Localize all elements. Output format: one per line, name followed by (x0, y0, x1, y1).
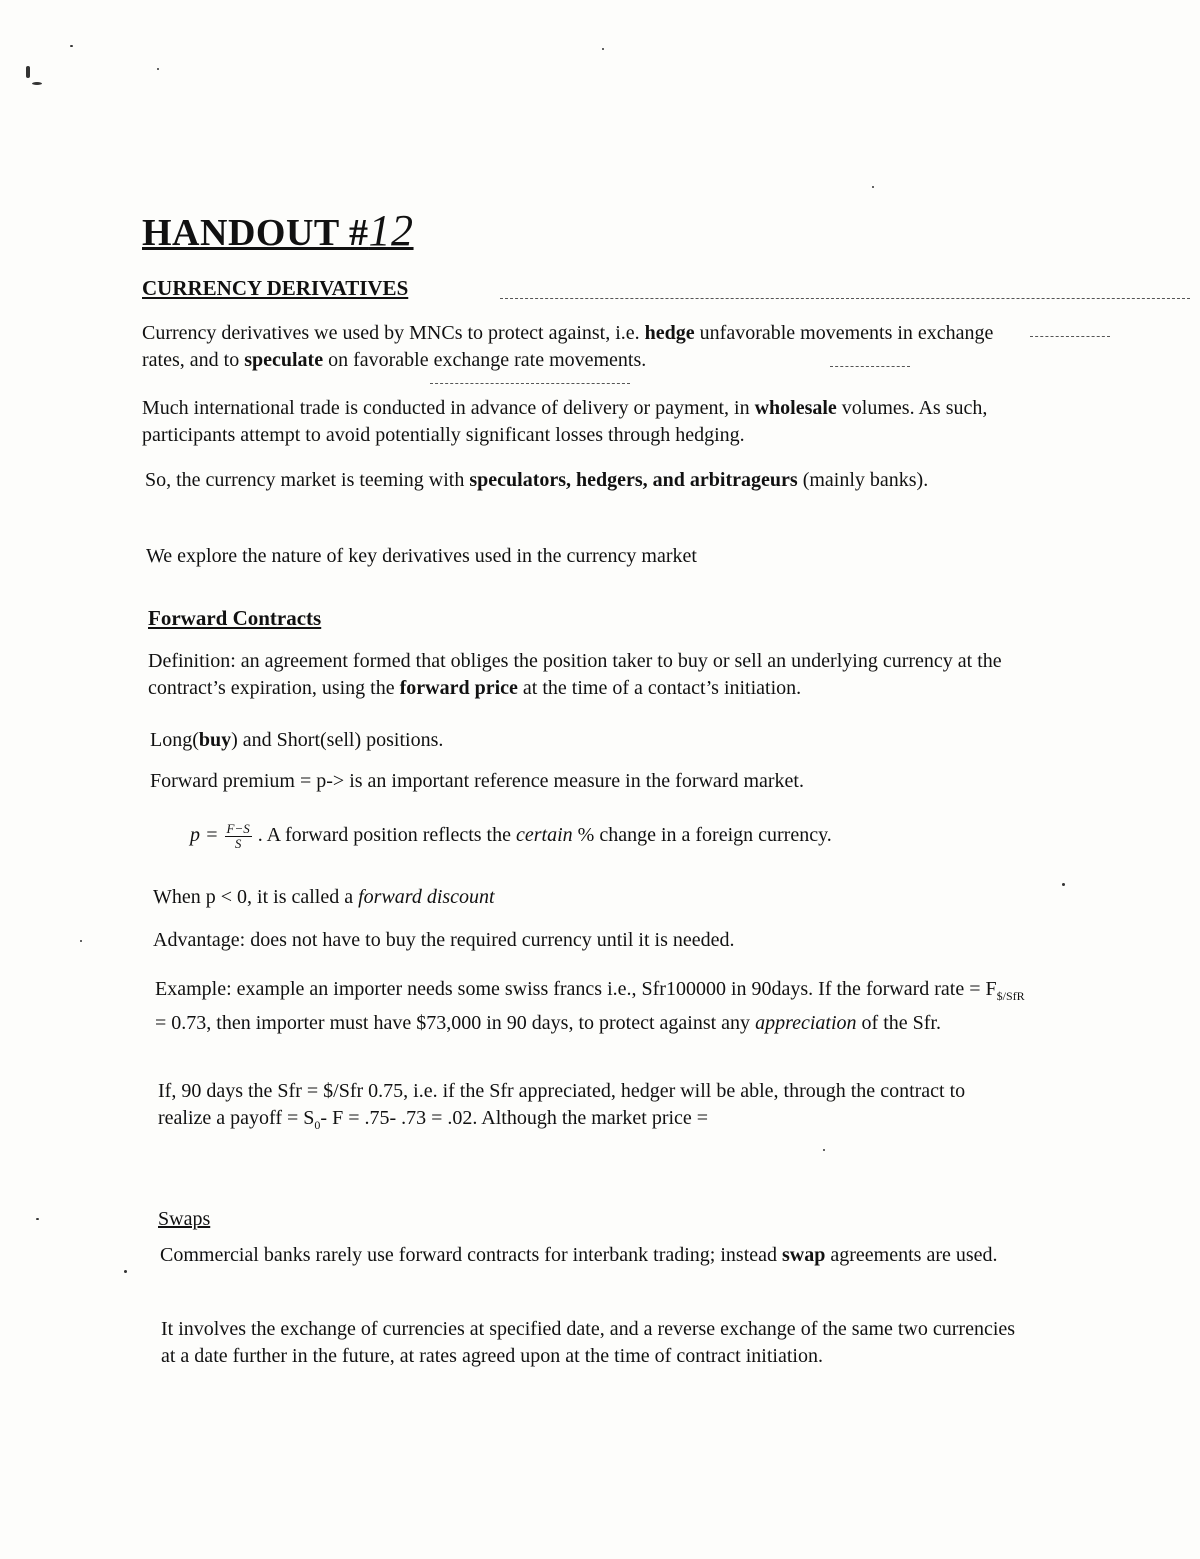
scan-speck (80, 940, 82, 942)
scan-speck (36, 1218, 39, 1220)
swaps-text: Commercial banks rarely use forward contracts for interbank trading; instead (160, 1244, 783, 1266)
scan-speck (823, 1149, 825, 1151)
positions-text: Long( (150, 729, 199, 751)
paragraph-swaps-definition: It involves the exchange of currencies at specified date, and a reverse exchange of the same two currencies at a date further in the future, at rates agreed upon at the time of contract initiation. (161, 1318, 1016, 1367)
paragraph-market-participants (145, 467, 1025, 494)
positions-text: ) and Short(sell) positions. (231, 729, 444, 751)
term-forward-discount: forward discount (358, 886, 495, 908)
section-heading-currency-derivatives: CURRENCY DERIVATIVES (142, 276, 409, 300)
scan-speck (602, 48, 604, 50)
example-text: Example: example an importer needs some swiss francs i.e., Sfr100000 in 90days. If the forward rate = F (155, 978, 997, 1000)
scan-speck (124, 1270, 127, 1273)
term-speculate: speculate (244, 349, 324, 371)
scan-dash-line (1030, 336, 1110, 337)
spot-subscript: 0 (314, 1118, 321, 1132)
intro-text: Currency derivatives we used by MNCs to protect against, i.e. (142, 322, 645, 344)
paragraph-payoff (158, 1078, 988, 1139)
paragraph-definition (148, 648, 1028, 702)
term-participants: speculators, hedgers, and arbitrageurs (469, 469, 798, 491)
term-swap: swap (782, 1244, 826, 1266)
participants-text: (mainly banks). (797, 469, 929, 491)
paragraph-trade (142, 395, 1022, 449)
paragraph-forward-discount (153, 884, 1033, 911)
term-appreciation: appreciation (755, 1012, 857, 1034)
scan-speck (32, 82, 42, 85)
title-text: HANDOUT # (142, 212, 369, 254)
formula-denominator: S (234, 836, 242, 851)
page-title (142, 205, 414, 256)
handout-number: 12 (368, 206, 414, 255)
intro-text: unfavorable movements in exchange rates, and to (142, 322, 994, 371)
formula-lhs: p = (190, 824, 219, 847)
payoff-text: - F = .75- .73 = .02. Although the market price = (320, 1107, 709, 1129)
swaps-text: agreements are used. (825, 1244, 998, 1266)
paragraph-forward-premium: Forward premium = p-> is an important reference measure in the forward market. (150, 770, 804, 792)
scan-dash-line (430, 383, 630, 384)
formula-fraction (225, 822, 252, 851)
term-certain: certain (516, 824, 573, 847)
paragraph-swaps-intro (160, 1242, 1030, 1269)
scan-speck (872, 186, 874, 188)
participants-text: So, the currency market is teeming with (145, 469, 470, 491)
section-heading-forward-contracts: Forward Contracts (148, 606, 322, 630)
formula-text: . A forward position reflects the (257, 824, 516, 847)
term-wholesale: wholesale (754, 397, 837, 419)
formula-text: % change in a foreign currency. (572, 824, 832, 847)
example-text: = 0.73, then importer must have $73,000 in 90 days, to protect against any (155, 1012, 756, 1034)
paragraph-intro (142, 320, 1022, 374)
payoff-text: If, 90 days the Sfr = $/Sfr 0.75, i.e. if the Sfr appreciated, hedger will be able, through the contract to realize a payoff = S (158, 1080, 966, 1129)
trade-text: volumes. As such, participants attempt to avoid potentially significant losses through hedging. (142, 397, 988, 446)
paragraph-positions (150, 727, 1030, 754)
scan-speck (1062, 883, 1065, 886)
discount-text: When p < 0, it is called a (153, 886, 359, 908)
rate-subscript: $/SfR (996, 989, 1025, 1003)
term-forward-price: forward price (399, 677, 518, 699)
scan-speck (157, 68, 159, 70)
paragraph-explore: We explore the nature of key derivatives used in the currency market (146, 545, 697, 567)
paragraph-example (155, 976, 1035, 1037)
intro-text: on favorable exchange rate movements. (323, 349, 647, 371)
term-hedge: hedge (644, 322, 695, 344)
definition-text: Definition: an agreement formed that obliges the position taker to buy or sell an underlying currency at the contract’s expiration, using the (148, 650, 1002, 699)
trade-text: Much international trade is conducted in advance of delivery or payment, in (142, 397, 755, 419)
formula-numerator: F−S (226, 821, 250, 836)
example-text: of the Sfr. (856, 1012, 941, 1034)
forward-premium-formula (190, 822, 832, 851)
scan-speck (70, 45, 73, 47)
scan-dash-line (500, 298, 1190, 299)
definition-text: at the time of a contact’s initiation. (517, 677, 802, 699)
scan-speck (26, 66, 30, 78)
term-buy: buy (198, 729, 232, 751)
section-heading-swaps: Swaps (158, 1208, 211, 1230)
paragraph-advantage: Advantage: does not have to buy the required currency until it is needed. (153, 929, 735, 951)
